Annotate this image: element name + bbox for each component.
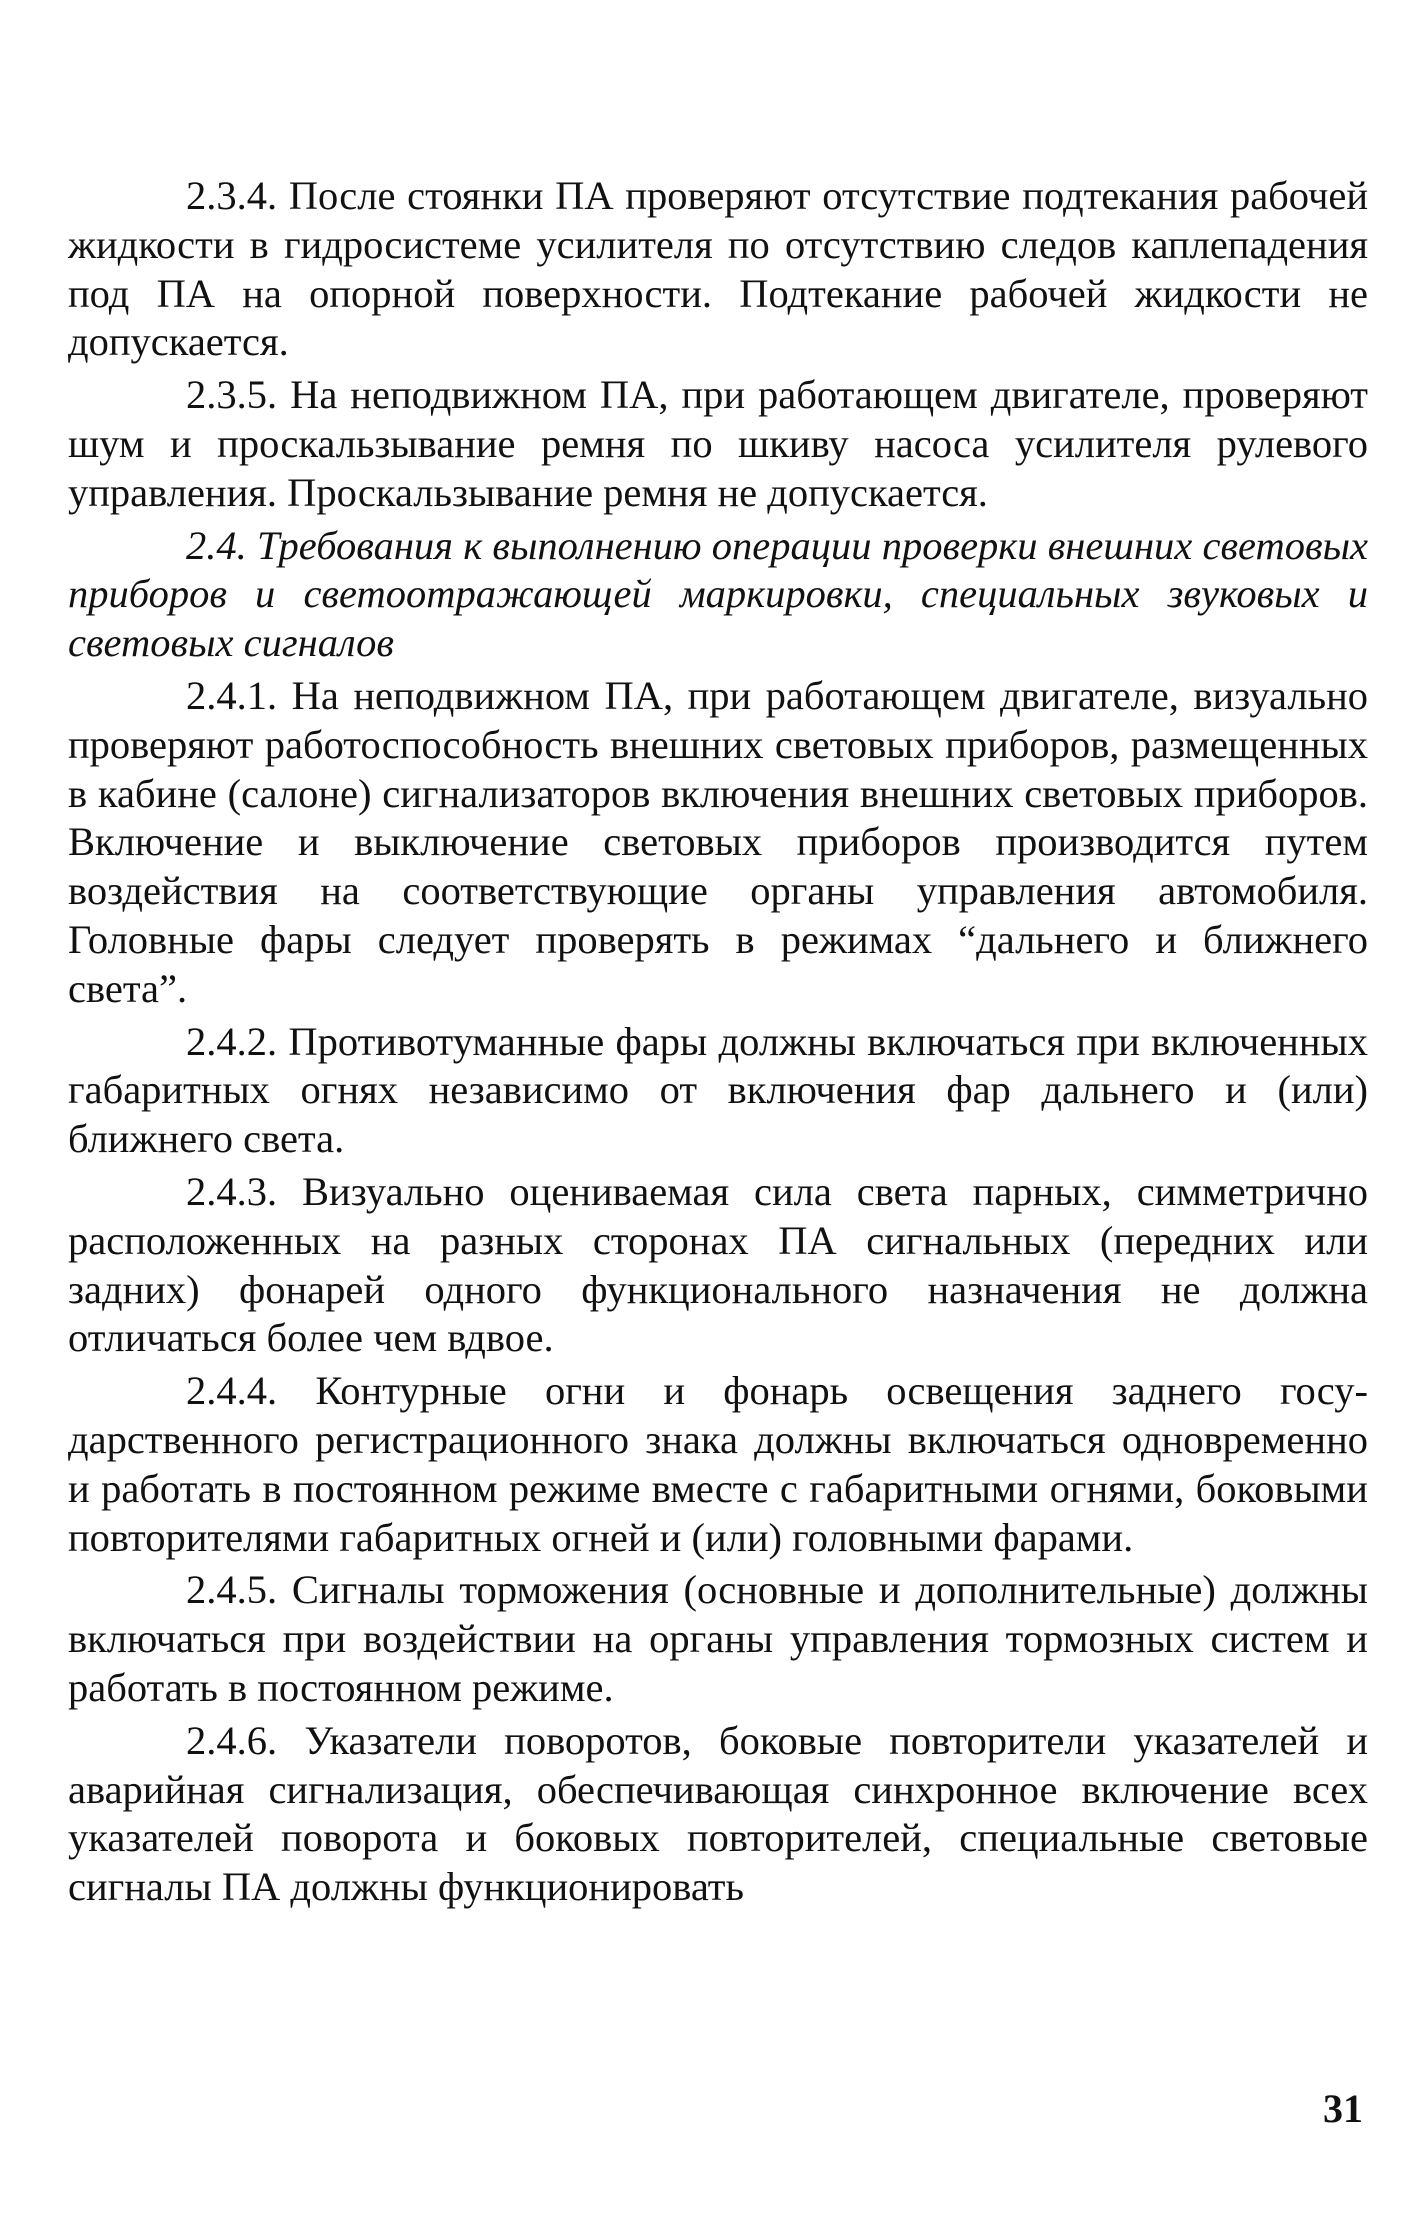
section-heading-2-4: 2.4. Требования к выполнению операции проверки внешних световых приборов и светоотражающей маркировки, специальных звуковых и световых сигналов: [68, 522, 1368, 666]
paragraph-2-4-4: 2.4.4. Контурные огни и фонарь освещения заднего государственного регистрационного знака должны включаться одновременно и работать в постоянном режиме вместе с габаритными огнями, боковыми повторителями габаритных огней и (или) головными фарами.: [68, 1368, 1368, 1560]
page-number: 31: [1323, 2086, 1363, 2131]
paragraph-2-4-5: 2.4.5. Сигналы торможения (основные и дополнительные) должны включаться при воздействии на органы управления тормозных систем и работать в постоянном режиме.: [68, 1567, 1368, 1710]
document-page: [68, 172, 1368, 1916]
paragraph-2-4-1: 2.4.1. На неподвижном ПА, при работающем двигателе, визуально проверяют работоспособность внешних световых приборов, размещенных в кабине (салоне) сигнализаторов включения внешних световых приборов. Включение и выключение световых приборов производится путем воздействия на соответствующие органы управления автомобиля. Головные фары следует проверять в режимах “дальнего и ближнего света”.: [68, 672, 1368, 1011]
paragraph-2-4-2: 2.4.2. Противотуманные фары должны включаться при включенных габаритных огнях независимо от включения фар дальнего и (или) ближнего света.: [68, 1018, 1368, 1162]
paragraph-2-4-3: 2.4.3. Визуально оцениваемая сила света парных, симметрично расположенных на разных сторонах ПА сигнальных (передних или задних) фонарей одного функционального назначения не должна отличаться более чем вдвое.: [68, 1168, 1368, 1361]
paragraph-2-3-4: 2.3.4. После стоянки ПА проверяют отсутствие подтекания рабочей жидкости в гидросистеме усилителя по отсутствию следов каплепадения под ПА на опорной поверхности. Подтекание рабочей жидкости не допускается.: [68, 173, 1368, 365]
paragraph-2-3-5: 2.3.5. На неподвижном ПА, при работающем двигателе, проверяют шум и проскальзывание ремня по шкиву насоса усилителя рулевого управления. Проскальзывание ремня не допускается.: [68, 372, 1368, 515]
paragraph-2-4-6: 2.4.6. Указатели поворотов, боковые повторители указателей и аварийная сигнализация, обеспечивающая синхронное включение всех указателей поворота и боковых повторителей, специальные световые сигналы ПА должны функционировать: [68, 1717, 1368, 1910]
